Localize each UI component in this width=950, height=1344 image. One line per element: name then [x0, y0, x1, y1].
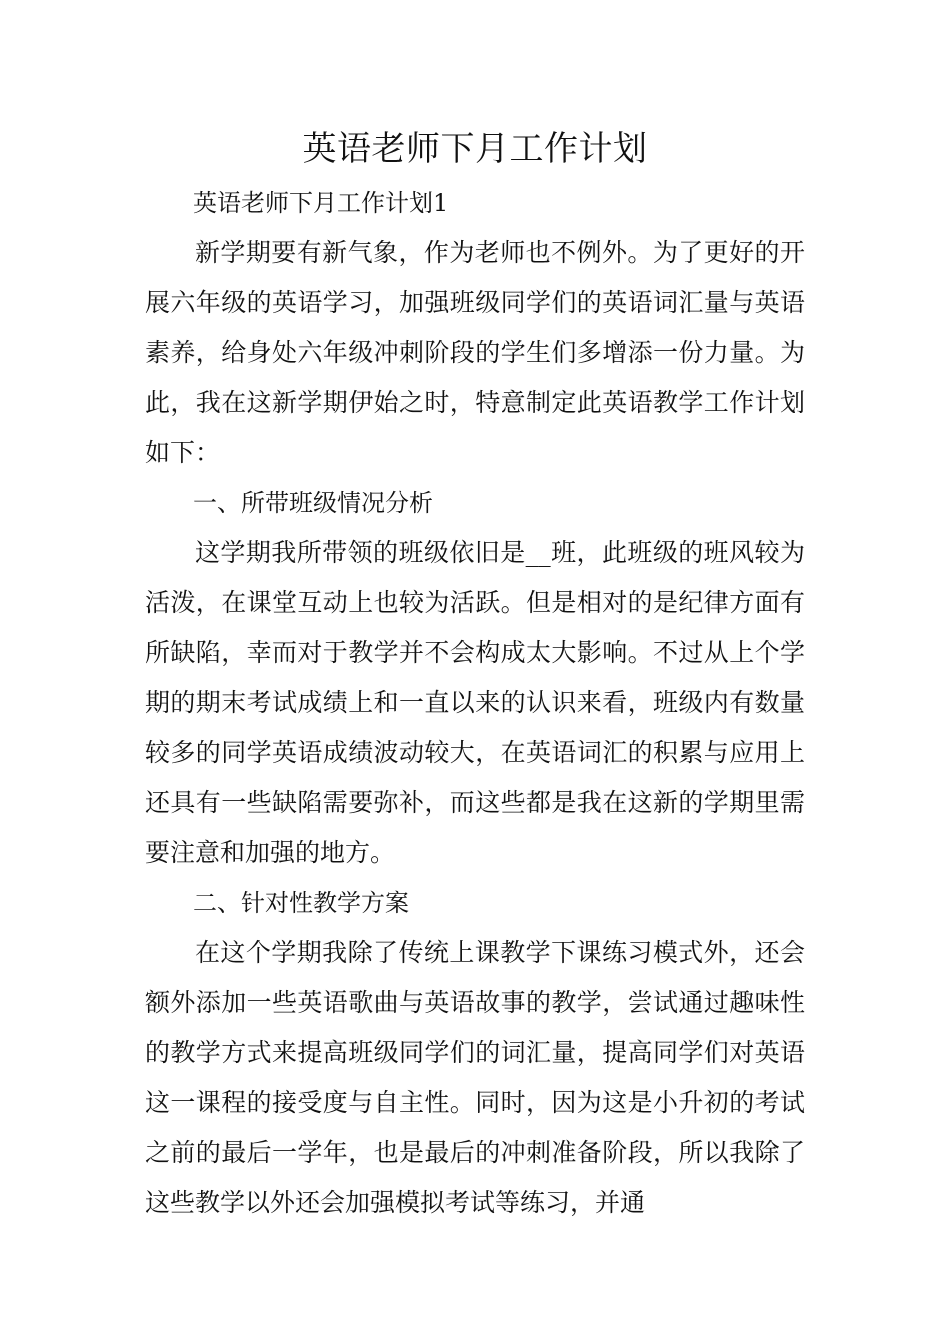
document-page: [145, 120, 805, 1228]
section-heading-2: 二、针对性教学方案: [193, 889, 409, 917]
paragraph-class-analysis: 这学期我所带领的班级依旧是__班，此班级的班风较为活泼，在课堂互动上也较为活跃。但是相对的是纪律方面有所缺陷，幸而对于教学并不会构成太大影响。不过从上个学期的期末考试成绩上和一直以来的认识来看，班级内有数量较多的同学英语成绩波动较大，在英语词汇的积累与应用上还具有一些缺陷需要弥补，而这些都是我在这新的学期里需要注意和加强的地方。: [145, 538, 805, 867]
paragraph-teaching-plan: 在这个学期我除了传统上课教学下课练习模式外，还会额外添加一些英语歌曲与英语故事的教学，尝试通过趣味性的教学方式来提高班级同学们的词汇量，提高同学们对英语这一课程的接受度与自主性。同时，因为这是小升初的考试之前的最后一学年，也是最后的冲刺准备阶段，所以我除了这些教学以外还会加强模拟考试等练习，并通: [145, 938, 805, 1217]
document-subtitle: 英语老师下月工作计划1: [193, 189, 449, 217]
document-title: 英语老师下月工作计划: [302, 129, 648, 169]
section-heading-1: 一、所带班级情况分析: [193, 489, 433, 517]
paragraph-intro: 新学期要有新气象，作为老师也不例外。为了更好的开展六年级的英语学习，加强班级同学们的英语词汇量与英语素养，给身处六年级冲刺阶段的学生们多增添一份力量。为此，我在这新学期伊始之时，特意制定此英语教学工作计划如下：: [145, 238, 805, 467]
